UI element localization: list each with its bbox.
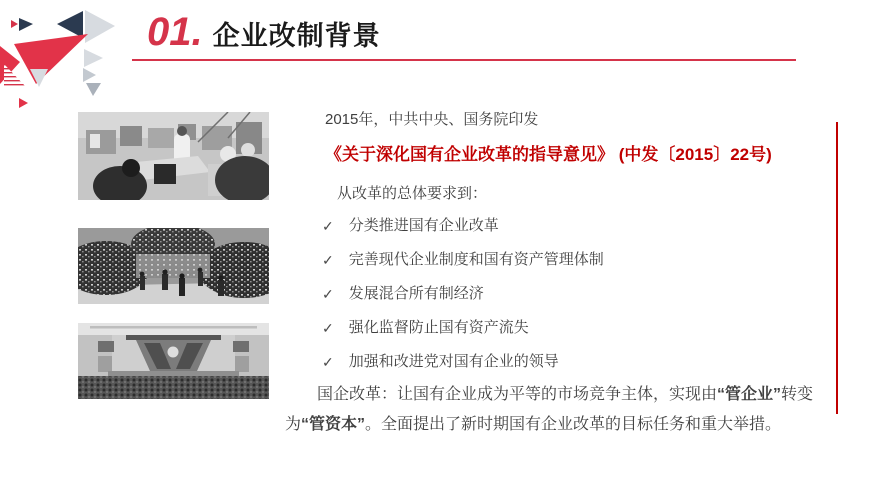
list-item-label: 发展混合所有制经济 bbox=[348, 285, 484, 302]
assembly-hall-photo bbox=[78, 323, 269, 399]
stock-exchange-floor-photo bbox=[78, 228, 269, 304]
list-item-label: 完善现代企业制度和国有资产管理体制 bbox=[348, 251, 604, 268]
content-column bbox=[322, 110, 834, 386]
list-item bbox=[322, 284, 834, 304]
title-underline bbox=[132, 59, 796, 61]
summary-bold-term: “管资本” bbox=[301, 416, 366, 433]
check-icon: ✓ bbox=[322, 218, 334, 234]
check-icon: ✓ bbox=[322, 286, 334, 302]
triangle-decoration bbox=[0, 0, 120, 115]
summary-text: 国企改革：让国有企业成为平等的市场竞争主体，实现由 bbox=[317, 386, 718, 403]
summary-text: 。全面提出了新时期国有企业改革的目标任务和重大举措。 bbox=[365, 416, 782, 433]
summary-bold-term: “管企业” bbox=[717, 386, 782, 403]
list-item-label: 分类推进国有企业改革 bbox=[348, 217, 499, 234]
check-icon: ✓ bbox=[322, 252, 334, 268]
intro-line: 2015年，中共中央、国务院印发 bbox=[325, 111, 539, 128]
list-item bbox=[322, 318, 834, 338]
page-title: 企业改制背景 bbox=[212, 21, 381, 51]
summary-text: 转变为 bbox=[285, 386, 814, 433]
list-item-label: 加强和改进党对国有企业的领导 bbox=[348, 353, 559, 370]
list-item-label: 强化监督防止国有资产流失 bbox=[348, 319, 529, 336]
check-icon: ✓ bbox=[322, 354, 334, 370]
requirements-lead: 从改革的总体要求到： bbox=[337, 185, 488, 202]
check-icon: ✓ bbox=[322, 320, 334, 336]
list-item bbox=[322, 250, 834, 270]
right-accent-line bbox=[836, 122, 838, 414]
policy-document-title: 《关于深化国有企业改革的指导意见》 (中发〔2015〕22号) bbox=[325, 145, 772, 164]
reform-checklist bbox=[322, 216, 834, 372]
section-number: 01. bbox=[147, 10, 203, 54]
list-item bbox=[322, 216, 834, 236]
list-item bbox=[322, 352, 834, 372]
factory-workshop-photo bbox=[78, 112, 269, 200]
summary-paragraph bbox=[285, 380, 822, 440]
slide-header bbox=[147, 10, 381, 55]
